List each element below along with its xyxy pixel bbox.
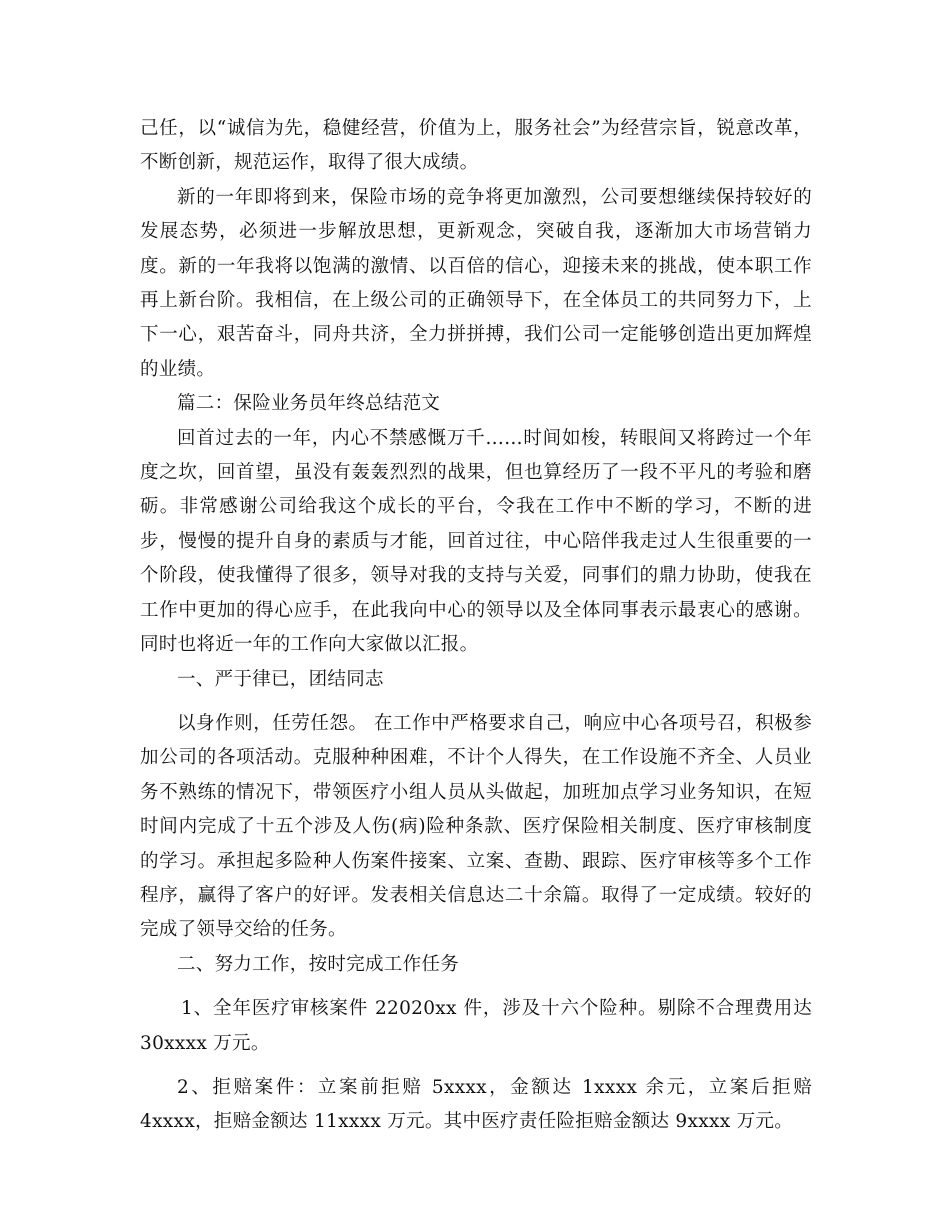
paragraph-new-year-outlook: 新的一年即将到来，保险市场的竞争将更加激烈，公司要想继续保持较好的发展态势，必须进一步解放思想，更新观念，突破自我，逐渐加大市场营销力度。新的一年我将以饱满的激情、以百倍的信心，迎接未来的挑战，使本职工作再上新台阶。我相信，在上级公司的正确领导下，在全体员工的共同努力下，上下一心，艰苦奋斗，同舟共济，全力拼拼搏，我们公司一定能够创造出更加辉煌的业绩。: [140, 186, 812, 380]
heading-work-tasks: 二、努力工作，按时完成工作任务: [177, 953, 460, 975]
section-title-part-two: 篇二：保险业务员年终总结范文: [177, 393, 441, 415]
document-body: [140, 112, 812, 1140]
paragraph-continuation: 己任，以“诚信为先，稳健经营，价值为上，服务社会”为经营宗旨，锐意改革，不断创新，规范运作，取得了很大成绩。: [140, 118, 812, 174]
heading-self-discipline: 一、严于律已，团结同志: [177, 668, 384, 690]
paragraph-retrospective: 回首过去的一年，内心不禁感慨万千……时间如梭，转眼间又将跨过一个年度之坎，回首望，虽没有轰轰烈烈的战果，但也算经历了一段不平凡的考验和磨砺。非常感谢公司给我这个成长的平台，令我在工作中不断的学习，不断的进步，慢慢的提升自身的素质与才能，回首过往，中心陪伴我走过人生很重要的一个阶段，使我懂得了很多，领导对我的支持与关爱，同事们的鼎力协助，使我在工作中更加的得心应手，在此我向中心的领导以及全体同事表示最衷心的感谢。同时也将近一年的工作向大家做以汇报。: [140, 427, 812, 656]
paragraph-lead-by-example: 以身作则，任劳任怨。 在工作中严格要求自己，响应中心各项号召，积极参加公司的各项活动。克服种种困难，不计个人得失，在工作设施不齐全、人员业务不熟练的情况下，带领医疗小组人员从头做起，加班加点学习业务知识，在短时间内完成了十五个涉及人伤(病)险种条款、医疗保险相关制度、医疗审核制度的学习。承担起多险种人伤案件接案、立案、查勘、跟踪、医疗审核等多个工作程序，赢得了客户的好评。发表相关信息达二十余篇。取得了一定成绩。较好的完成了领导交给的任务。: [140, 712, 812, 941]
paragraph-medical-audit-cases: 1、全年医疗审核案件 22020xx 件，涉及十六个险种。剔除不合理费用达 30xxxx 万元。: [140, 998, 812, 1054]
paragraph-rejected-claims: 2、拒赔案件：立案前拒赔 5xxxx，金额达 1xxxx 余元，立案后拒赔 4xxxx，拒赔金额达 11xxxx 万元。其中医疗责任险拒赔金额达 9xxxx 万元。: [140, 1076, 812, 1133]
